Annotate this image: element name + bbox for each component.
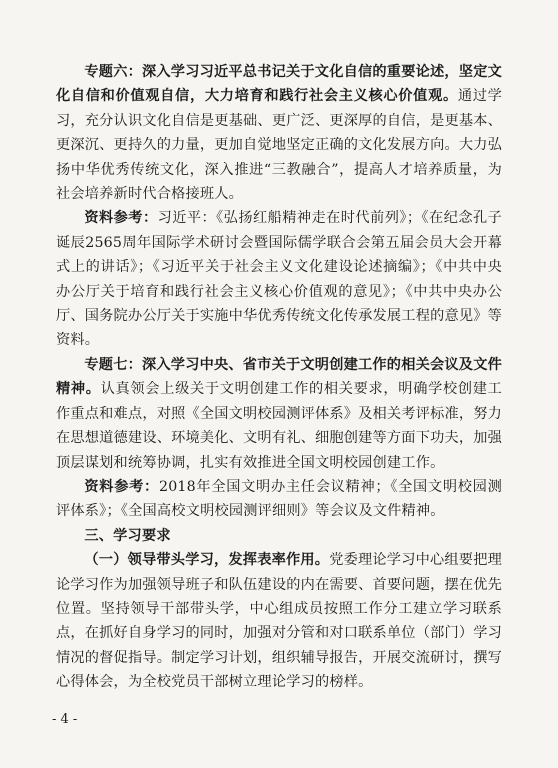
topic-seven-heading: 专题七：深入学习中央、省市关于文明创建工作的相关会议及文件精神。 <box>56 356 502 398</box>
references-six-text: 习近平：《弘扬红船精神走在时代前列》；《在纪念孔子诞辰2565周年国际学术研讨会暨国际儒学联合会第五届会员大会开幕式上的讲话》；《习近平关于社会主义文化建设论述摘编》；《中共中央办公厅关于培育和践行社会主义核心价值观的意见》；《中共中央办公厅、国务院办公厅关于实施中华优秀传统文化传承发展工程的意见》等资料。 <box>56 210 503 349</box>
references-seven-heading: 资料参考： <box>84 478 159 495</box>
references-six-heading: 资料参考： <box>84 210 158 227</box>
topic-six-heading: 专题六：深入学习习近平总书记关于文化自信的重要论述，坚定文化自信和价值观自信，大力培育和践行社会主义核心价值观。 <box>56 64 502 105</box>
document-body <box>56 60 502 695</box>
section-title: 三、学习要求 <box>84 527 171 544</box>
requirement-one-text: 党委理论学习中心组要把理论学习作为加强领导班子和队伍建设的内在需要、首要问题，摆在优先位置。坚持领导干部带头学，中心组成员按照工作分工建立学习联系点，在抓好自身学习的同时，加强对分管和对口联系单位（部门）学习情况的督促指导。制定学习计划，组织辅导报告，开展交流研讨，撰写心得体会，为全校党员干部树立理论学习的榜样。 <box>56 552 503 691</box>
requirement-one-heading: （一）领导带头学习，发挥表率作用。 <box>84 552 330 569</box>
references-seven-paragraph <box>56 475 502 524</box>
requirement-one-paragraph <box>56 548 502 694</box>
topic-six-paragraph <box>56 60 502 206</box>
topic-seven-text: 认真领会上级关于文明创建工作的相关要求，明确学校创建工作重点和难点，对照《全国文明校园测评体系》及相关考评标准，努力在思想道德建设、环境美化、文明有礼、细胞创建等方面下功夫，加强顶层谋划和统筹协调，扎实有效推进全国文明校园创建工作。 <box>56 381 503 471</box>
topic-six-text: 通过学习，充分认识文化自信是更基础、更广泛、更深厚的自信，是更基本、更深沉、更持久的力量，更加自觉地坚定正确的文化发展方向。大力弘扬中华优秀传统文化，深入推进“三教融合”，提高人才培养质量，为社会培养新时代合格接班人。 <box>56 88 503 203</box>
page-number: - 4 - <box>52 712 78 727</box>
references-seven-text: 2018年全国文明办主任会议精神；《全国文明校园测评体系》；《全国高校文明校园测评细则》等会议及文件精神。 <box>56 478 502 520</box>
references-six-paragraph <box>56 206 502 352</box>
topic-seven-paragraph <box>56 353 502 475</box>
